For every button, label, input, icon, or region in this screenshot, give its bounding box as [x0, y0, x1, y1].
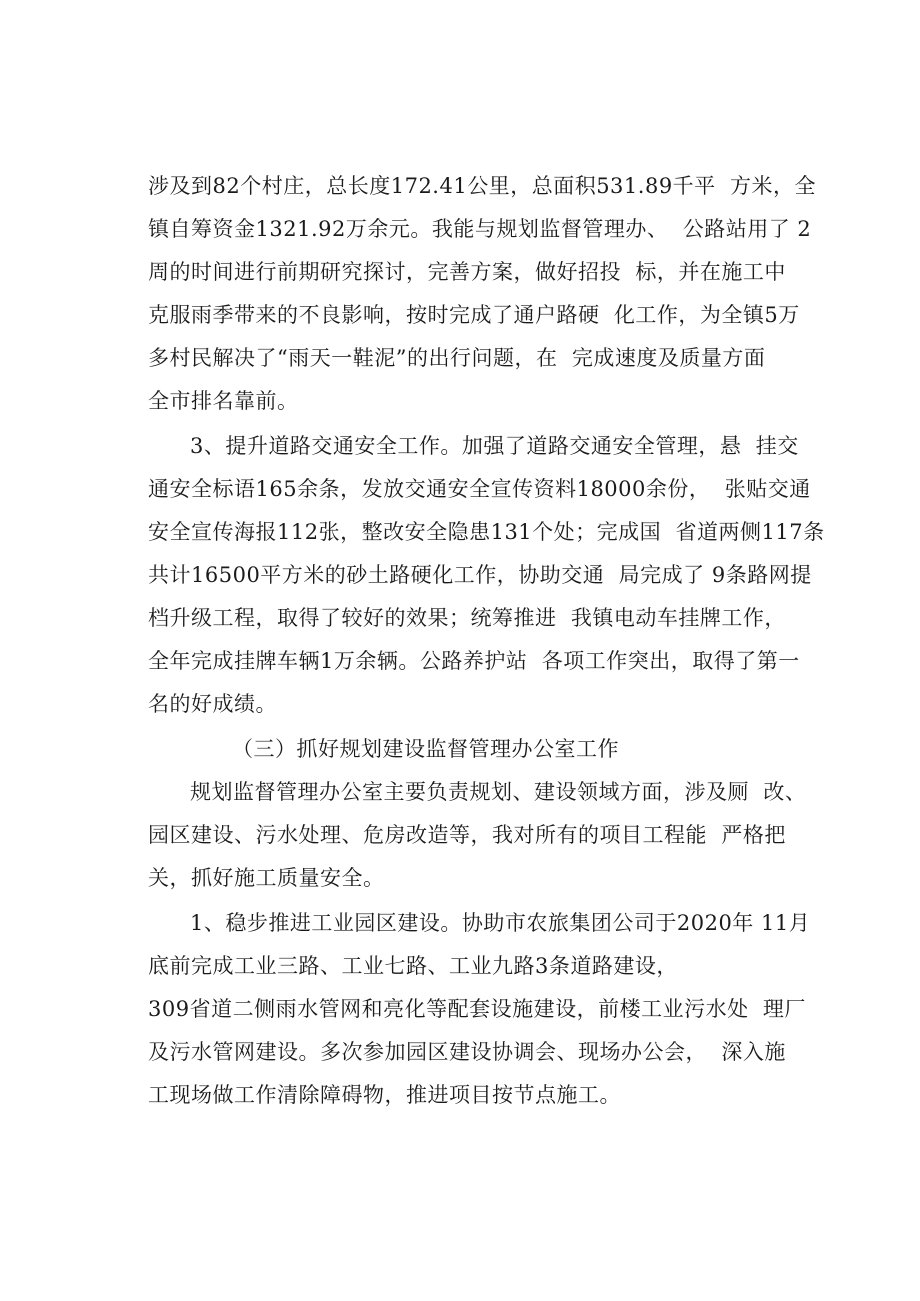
- paragraph-line-11: 档升级工程，取得了较好的效果；统筹推进 我镇电动车挂牌工作，: [148, 606, 786, 630]
- item-1-heading-line: 1、稳步推进工业园区建设。协助市农旅集团公司于2020年 11月: [190, 911, 811, 935]
- paragraph-line-21: 及污水管网建设。多次参加园区建设协调会、现场办公会， 深入施: [148, 1040, 786, 1064]
- paragraph-line-15: 规划监督管理办公室主要负责规划、建设领域方面，涉及厕 改、: [190, 780, 807, 804]
- paragraph-line-16: 园区建设、污水处理、危房改造等，我对所有的项目工程能 严格把: [148, 823, 786, 847]
- section-heading: （三）抓好规划建设监督管理办公室工作: [232, 737, 619, 761]
- paragraph-line-22: 工现场做工作清除障碍物，推进项目按节点施工。: [148, 1083, 621, 1107]
- paragraph-line-3: 周的时间进行前期研究探讨，完善方案，做好招投 标，并在施工中: [148, 260, 786, 284]
- paragraph-line-17: 关，抓好施工质量安全。: [148, 866, 385, 890]
- paragraph-line-9: 安全宣传海报112张，整改安全隐患131个处；完成国 省道两侧117条: [148, 520, 825, 544]
- item-3-heading-line: 3、提升道路交通安全工作。加强了道路交通安全管理，悬 挂交: [190, 434, 799, 458]
- paragraph-line-13: 名的好成绩。: [148, 692, 277, 716]
- paragraph-line-4: 克服雨季带来的不良影响，按时完成了通户路硬 化工作，为全镇5万: [148, 303, 800, 327]
- paragraph-line-19: 底前完成工业三路、工业七路、工业九路3条道路建设，: [148, 954, 678, 978]
- paragraph-line-5: 多村民解决了“雨天一鞋泥”的出行问题，在 完成速度及质量方面: [148, 346, 766, 370]
- paragraph-line-20: 309省道二侧雨水管网和亮化等配套设施建设，前楼工业污水处 理厂: [148, 997, 806, 1021]
- paragraph-line-10: 共计16500平方米的砂土路硬化工作，协助交通 局完成了 9条路网提: [148, 563, 812, 587]
- paragraph-line-1: 涉及到82个村庄，总长度172.41公里，总面积531.89千平 方米，全: [148, 174, 817, 198]
- paragraph-line-8: 通安全标语165余条，发放交通安全宣传资料18000余份， 张贴交通: [148, 477, 811, 501]
- paragraph-line-12: 全年完成挂牌车辆1万余辆。公路养护站 各项工作突出，取得了第一: [148, 649, 800, 673]
- paragraph-line-2: 镇自筹资金1321.92万余元。我能与规划监督管理办、 公路站用了 2: [148, 217, 812, 241]
- paragraph-line-6: 全市排名靠前。: [148, 389, 299, 413]
